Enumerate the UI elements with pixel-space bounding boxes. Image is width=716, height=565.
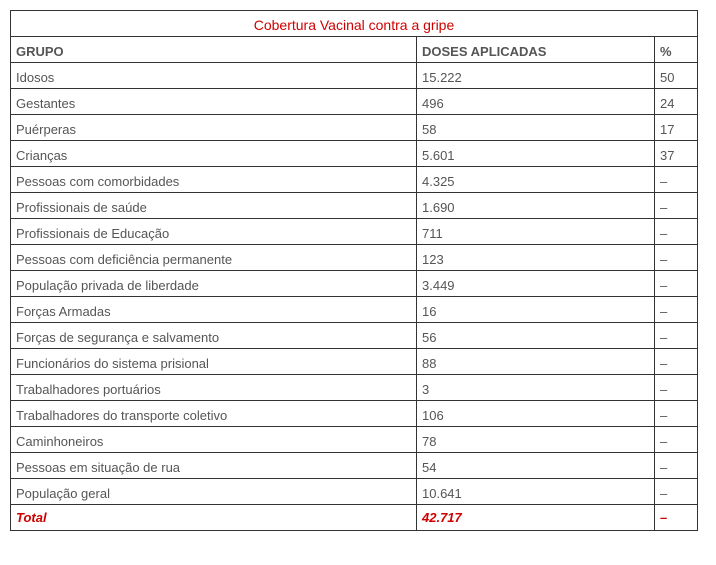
cell-doses: 3.449	[417, 271, 655, 297]
cell-group: Pessoas com comorbidades	[11, 167, 417, 193]
table-row	[11, 219, 698, 245]
cell-percent: –	[655, 271, 698, 297]
cell-group: Trabalhadores portuários	[11, 375, 417, 401]
column-header-group: GRUPO	[11, 37, 417, 63]
cell-group: Pessoas com deficiência permanente	[11, 245, 417, 271]
cell-percent: 17	[655, 115, 698, 141]
cell-group: Crianças	[11, 141, 417, 167]
cell-percent: 37	[655, 141, 698, 167]
cell-doses: 78	[417, 427, 655, 453]
cell-doses: 5.601	[417, 141, 655, 167]
table-body	[11, 63, 698, 505]
table-row	[11, 141, 698, 167]
cell-doses: 106	[417, 401, 655, 427]
cell-group: Trabalhadores do transporte coletivo	[11, 401, 417, 427]
cell-doses: 16	[417, 297, 655, 323]
column-header-doses: DOSES APLICADAS	[417, 37, 655, 63]
table-row	[11, 63, 698, 89]
cell-group: Idosos	[11, 63, 417, 89]
cell-percent: 50	[655, 63, 698, 89]
cell-percent: –	[655, 167, 698, 193]
cell-group: Caminhoneiros	[11, 427, 417, 453]
table-row	[11, 375, 698, 401]
cell-doses: 15.222	[417, 63, 655, 89]
table-row	[11, 271, 698, 297]
vaccination-coverage-table	[10, 10, 698, 531]
cell-group: Pessoas em situação de rua	[11, 453, 417, 479]
table-row	[11, 323, 698, 349]
cell-doses: 3	[417, 375, 655, 401]
cell-group: População geral	[11, 479, 417, 505]
cell-doses: 123	[417, 245, 655, 271]
cell-percent: 24	[655, 89, 698, 115]
table-row	[11, 89, 698, 115]
table-row	[11, 193, 698, 219]
cell-doses: 10.641	[417, 479, 655, 505]
total-row	[11, 505, 698, 531]
cell-group: Forças Armadas	[11, 297, 417, 323]
header-row	[11, 37, 698, 63]
table-row	[11, 453, 698, 479]
cell-group: População privada de liberdade	[11, 271, 417, 297]
cell-percent: –	[655, 401, 698, 427]
cell-percent: –	[655, 375, 698, 401]
cell-group: Funcionários do sistema prisional	[11, 349, 417, 375]
cell-doses: 496	[417, 89, 655, 115]
cell-group: Profissionais de Educação	[11, 219, 417, 245]
cell-percent: –	[655, 479, 698, 505]
table-row	[11, 245, 698, 271]
cell-doses: 4.325	[417, 167, 655, 193]
cell-doses: 88	[417, 349, 655, 375]
cell-percent: –	[655, 427, 698, 453]
cell-group: Forças de segurança e salvamento	[11, 323, 417, 349]
total-label: Total	[11, 505, 417, 531]
cell-doses: 56	[417, 323, 655, 349]
column-header-percent: %	[655, 37, 698, 63]
total-doses: 42.717	[417, 505, 655, 531]
cell-percent: –	[655, 349, 698, 375]
cell-doses: 58	[417, 115, 655, 141]
cell-percent: –	[655, 323, 698, 349]
total-percent: –	[655, 505, 698, 531]
table-row	[11, 167, 698, 193]
table-row	[11, 115, 698, 141]
table-row	[11, 427, 698, 453]
table-row	[11, 297, 698, 323]
cell-percent: –	[655, 245, 698, 271]
table-row	[11, 349, 698, 375]
cell-group: Profissionais de saúde	[11, 193, 417, 219]
table-row	[11, 479, 698, 505]
table-row	[11, 401, 698, 427]
cell-percent: –	[655, 219, 698, 245]
cell-doses: 54	[417, 453, 655, 479]
cell-group: Gestantes	[11, 89, 417, 115]
cell-doses: 711	[417, 219, 655, 245]
title-row	[11, 11, 698, 37]
cell-doses: 1.690	[417, 193, 655, 219]
cell-percent: –	[655, 453, 698, 479]
table-title: Cobertura Vacinal contra a gripe	[11, 11, 698, 37]
cell-group: Puérperas	[11, 115, 417, 141]
cell-percent: –	[655, 297, 698, 323]
cell-percent: –	[655, 193, 698, 219]
